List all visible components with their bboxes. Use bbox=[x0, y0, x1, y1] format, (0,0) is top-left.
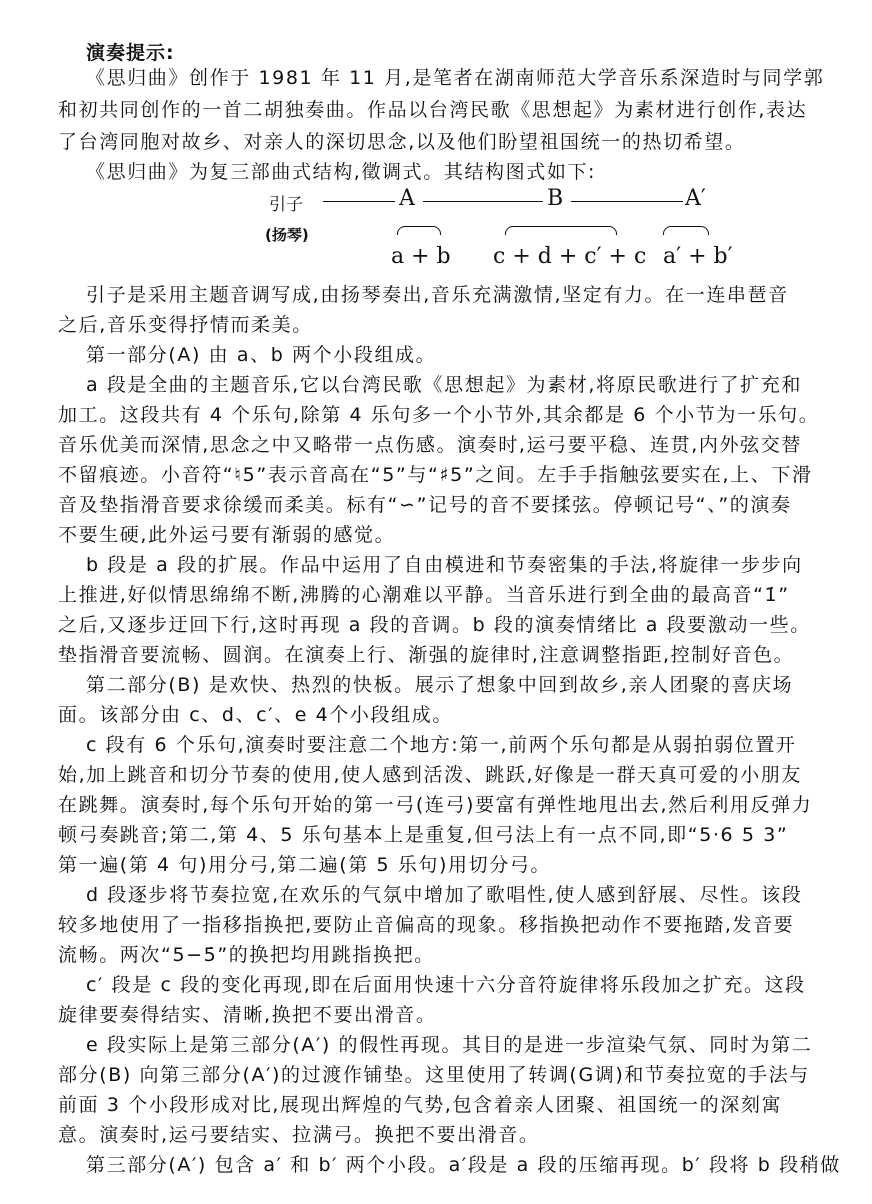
body-line: 面。该部分由 c、d、c′、e 4个小段组成。 bbox=[58, 704, 453, 726]
body-line: 第二部分(B) 是欢快、热烈的快板。展示了想象中回到故乡,亲人团聚的喜庆场 bbox=[86, 674, 794, 696]
body-line: c 段有 6 个乐句,演奏时要注意二个地方:第一,前两个乐句都是从弱拍弱位置开 bbox=[86, 734, 797, 756]
section-a-prime-label: A′ bbox=[685, 186, 706, 211]
body-line: 第一部分(A) 由 a、b 两个小段组成。 bbox=[86, 344, 437, 366]
body-line: d 段逐步将节奏拉宽,在欢乐的气氛中增加了歌唱性,使人感到舒展、尽性。该段 bbox=[86, 884, 803, 906]
body-line: b 段是 a 段的扩展。作品中运用了自由模进和节奏密集的手法,将旋律一步步向 bbox=[86, 554, 803, 576]
body-line: 音乐优美而深情,思念之中又略带一点伤感。演奏时,运弓要平稳、连贯,内外弦交替 bbox=[58, 434, 802, 456]
body-line: 在跳舞。演奏时,每个乐句开始的第一弓(连弓)要富有弹性地甩出去,然后利用反弹力 bbox=[58, 794, 813, 816]
subsection-a-prime: a′ + b′ bbox=[663, 244, 733, 269]
connector-line bbox=[423, 201, 543, 202]
body-line: 垫指滑音要流畅、圆润。在演奏上行、渐强的旋律时,注意调整指距,控制好音色。 bbox=[58, 644, 795, 666]
body-line: 引子是采用主题音调写成,由扬琴奏出,音乐充满激情,坚定有力。在一连串琶音 bbox=[86, 284, 789, 306]
body-line: 前面 3 个小段形成对比,展现出辉煌的气势,包含着亲人团聚、祖国统一的深刻寓 bbox=[58, 1094, 783, 1116]
section-b-label: B bbox=[547, 186, 564, 211]
body-line: 第三部分(A′) 包含 a′ 和 b′ 两个小段。a′段是 a 段的压缩再现。b′ 段将 b 段稍做 bbox=[86, 1154, 841, 1176]
structure-diagram bbox=[265, 184, 765, 274]
brace-b bbox=[505, 226, 617, 235]
body-line: 较多地使用了一指移指换把,要防止音偏高的现象。移指换把动作不要拖踏,发音要 bbox=[58, 914, 795, 936]
body-line: 意。演奏时,运弓要结实、拉满弓。换把不要出滑音。 bbox=[58, 1124, 540, 1146]
intro-instrument-label: (扬琴) bbox=[265, 226, 309, 244]
body-line: e 段实际上是第三部分(A′) 的假性再现。其目的是进一步渲染气氛、同时为第二 bbox=[86, 1034, 813, 1056]
body-line: 不留痕迹。小音符“♮5”表示音高在“5”与“♯5”之间。左手手指触弦要实在,上、下滑 bbox=[58, 464, 813, 486]
body-line: 之后,音乐变得抒情而柔美。 bbox=[58, 314, 313, 336]
cutoff-line bbox=[58, 1180, 818, 1188]
section-a-label: A bbox=[399, 186, 415, 211]
body-line: 不要生硬,此外运弓要有渐弱的感觉。 bbox=[58, 524, 396, 546]
brace-a-prime bbox=[663, 226, 709, 235]
body-line: 旋律要奏得结实、清晰,换把不要出滑音。 bbox=[58, 1004, 437, 1026]
body-line: 上推进,好似情思绵绵不断,沸腾的心潮难以平静。当音乐进行到全曲的最高音“1̇” bbox=[58, 584, 790, 606]
section-heading: 演奏提示: bbox=[86, 42, 175, 64]
body-line: 音及垫指滑音要求徐缓而柔美。标有“∽”记号的音不要揉弦。停顿记号“、”的演奏 bbox=[58, 494, 792, 516]
body-line: 之后,又逐步迂回下行,这时再现 a 段的音调。b 段的演奏情绪比 a 段要激动一些。 bbox=[58, 614, 811, 636]
brace-a bbox=[397, 226, 441, 235]
body-line: 加工。这段共有 4 个乐句,除第 4 乐句多一个小节外,其余都是 6 个小节为一乐句。 bbox=[58, 404, 820, 426]
body-line: 第一遍(第 4 句)用分弓,第二遍(第 5 乐句)用切分弓。 bbox=[58, 854, 552, 876]
body-line: 流畅。两次“5−5̇”的换把均用跳指换把。 bbox=[58, 944, 435, 966]
subsection-a: a + b bbox=[391, 244, 451, 269]
intro-line-3: 了台湾同胞对故乡、对亲人的深切思念,以及他们盼望祖国统一的热切希望。 bbox=[58, 131, 746, 153]
intro-line-1: 《思归曲》创作于 1981 年 11 月,是笔者在湖南师范大学音乐系深造时与同学郭 bbox=[86, 67, 825, 89]
intro-line-4: 《思归曲》为复三部曲式结构,徵调式。其结构图式如下: bbox=[86, 161, 597, 183]
body-line: 顿弓奏跳音;第二,第 4、5 乐句基本上是重复,但弓法上有一点不同,即“5·6 5 3” bbox=[58, 824, 789, 846]
intro-line-2: 和初共同创作的一首二胡独奏曲。作品以台湾民歌《思想起》为素材进行创作,表达 bbox=[58, 99, 808, 121]
intro-label: 引子 bbox=[269, 195, 303, 215]
body-line: 部分(B) 向第三部分(A′)的过渡作铺垫。这里使用了转调(G调)和节奏拉宽的手法与 bbox=[58, 1064, 810, 1086]
body-line: a 段是全曲的主题音乐,它以台湾民歌《思想起》为素材,将原民歌进行了扩充和 bbox=[86, 374, 802, 396]
connector-line bbox=[571, 201, 683, 202]
subsection-b: c + d + c′ + c bbox=[493, 244, 647, 269]
body-line: c′ 段是 c 段的变化再现,即在后面用快速十六分音符旋律将乐段加之扩充。这段 bbox=[86, 974, 806, 996]
connector-line bbox=[323, 201, 395, 202]
body-line: 始,加上跳音和切分节奏的使用,使人感到活泼、跳跃,好像是一群天真可爱的小朋友 bbox=[58, 764, 802, 786]
